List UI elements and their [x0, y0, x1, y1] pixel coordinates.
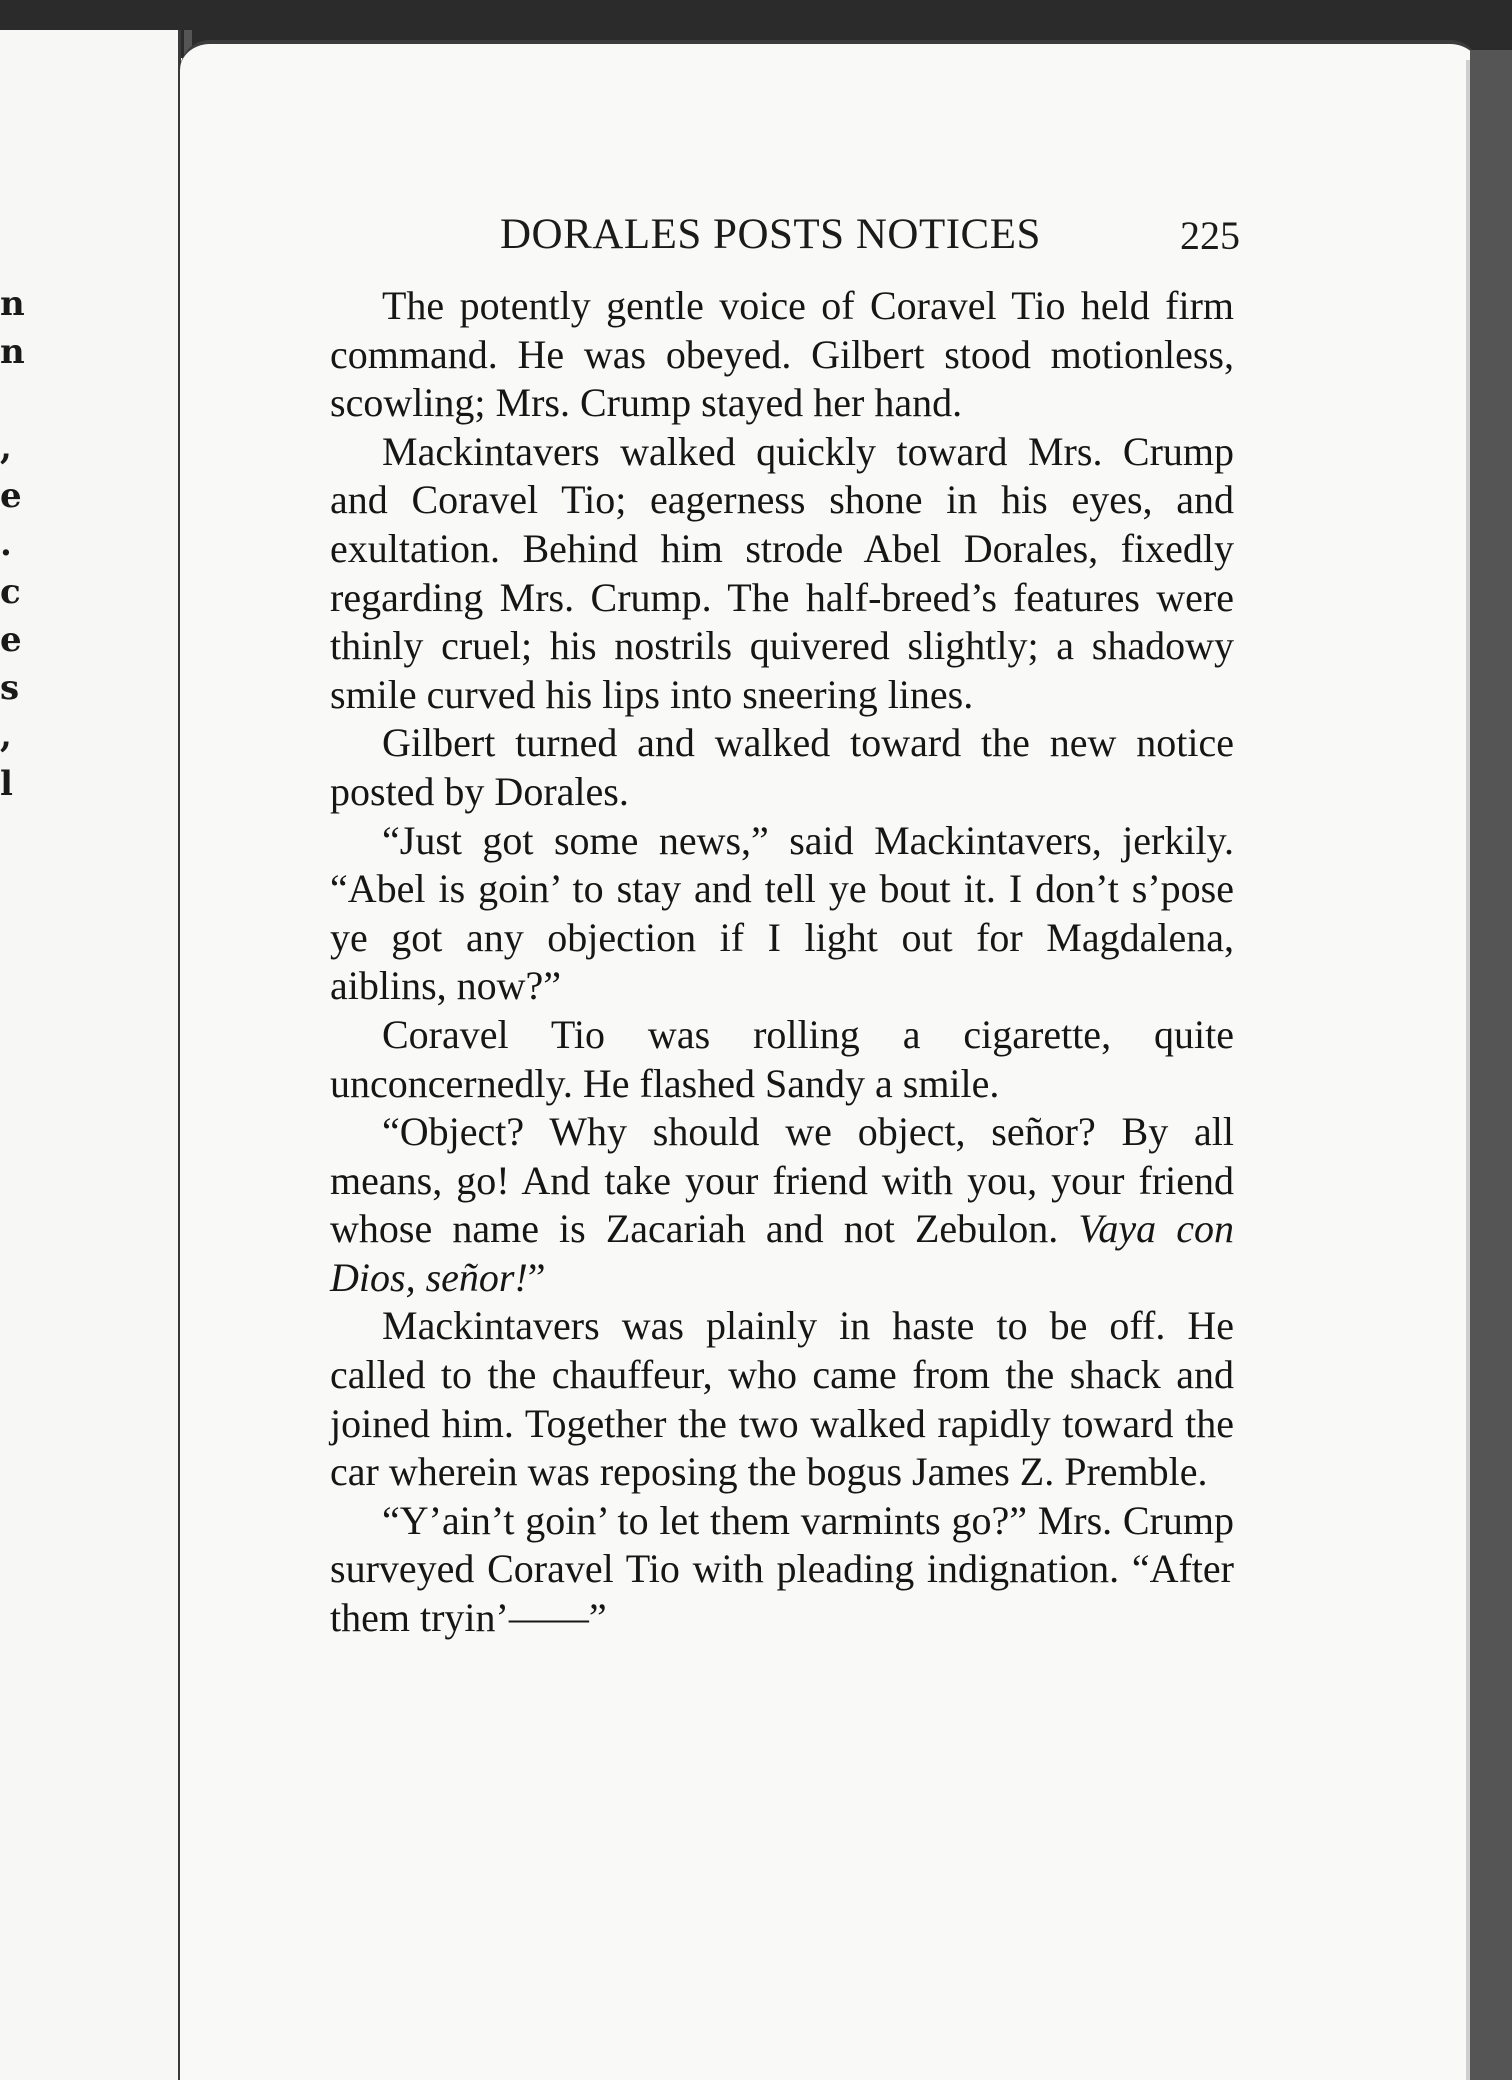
page-shadow: [1470, 50, 1512, 2080]
paragraph: The potently gentle voice of Coravel Tio held firm command. He was obeyed. Gilbert stood motionless, scowling; Mrs. Crump stayed her hand.: [330, 283, 1234, 426]
paragraph-text: “Object? Why should we object, señor? By all means, go! And take your friend with you, your friend whose name is Zacariah and not Zebulon.: [330, 1109, 1234, 1252]
italic-phrase: Vaya con Dios, señor!: [330, 1206, 1234, 1300]
fragment: .: [0, 524, 12, 564]
fragment: l: [0, 764, 13, 804]
fragment: e: [0, 476, 22, 516]
fragment: n: [0, 332, 25, 372]
fragment: s: [0, 668, 20, 708]
paragraph: “Just got some news,” said Mackintavers, jerkily. “Abel is goin’ to stay and tell ye bout it. I don’t s’pose ye got any objection if I light out for Magdalena, aiblins, now?”: [330, 817, 1234, 1009]
facing-page-text-fragments: [0, 280, 25, 808]
paragraph: Mackintavers was plainly in haste to be off. He called to the chauffeur, who came from the shack and joined him. Together the two walked rapidly toward the car wherein was reposing the bogus James Z. Premble.: [330, 1303, 1234, 1495]
page-header: [500, 210, 1240, 266]
closing-quote: ”: [527, 1254, 546, 1300]
facing-page-edge: [0, 30, 181, 2080]
fragment: n: [0, 284, 25, 324]
paragraph: Gilbert turned and walked toward the new notice posted by Dorales.: [330, 720, 1234, 814]
fragment: c: [0, 572, 21, 612]
fragment: ,: [0, 716, 12, 756]
paragraph: Mackintavers walked quickly toward Mrs. Crump and Coravel Tio; eagerness shone in his eyes, and exultation. Behind him strode Abel Dorales, fixedly regarding Mrs. Crump. The half-breed’s features were thinly cruel; his nostrils quivered slightly; a shadowy smile curved his lips into sneering lines.: [330, 428, 1234, 717]
paragraph: Coravel Tio was rolling a cigarette, quite unconcernedly. He flashed Sandy a smile.: [330, 1011, 1234, 1106]
page-number: 225: [1180, 213, 1240, 258]
page-body: [330, 282, 1234, 1643]
paragraph: [330, 1108, 1234, 1302]
fragment: ,: [0, 428, 12, 468]
fragment: e: [0, 620, 22, 660]
paragraph: “Y’ain’t goin’ to let them varmints go?” Mrs. Crump surveyed Coravel Tio with pleading indignation. “After them tryin’——”: [330, 1497, 1234, 1641]
running-head: DORALES POSTS NOTICES: [500, 211, 1041, 258]
